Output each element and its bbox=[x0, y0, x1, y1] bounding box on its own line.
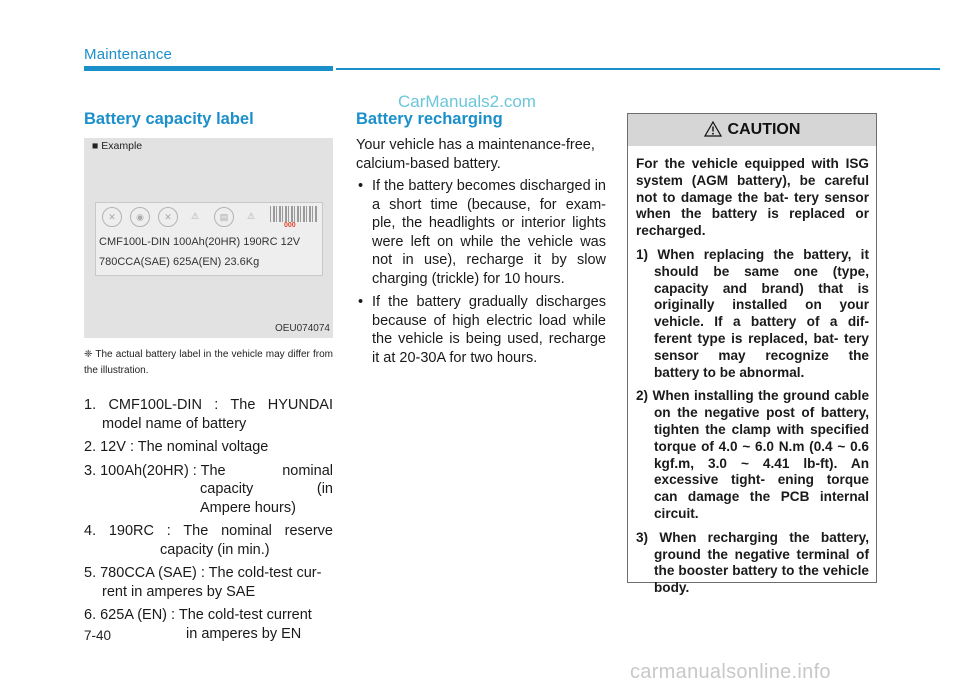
figure-note bbox=[84, 347, 333, 379]
list-item-3-cont-b: (in bbox=[316, 481, 333, 497]
list-item-3-cont-a: capacity bbox=[200, 481, 254, 497]
header-rule-thick bbox=[84, 66, 333, 71]
keep-away-children-icon: ✕ bbox=[158, 207, 178, 227]
list-item-4-cont: capacity (in min.) bbox=[160, 541, 270, 558]
section-header: Maintenance bbox=[84, 46, 173, 63]
capacity-heading: Battery capacity label bbox=[84, 110, 254, 128]
list-item-3-cont bbox=[84, 480, 333, 499]
recharge-body bbox=[356, 136, 606, 372]
list-item-3-head: 3. 100Ah(20HR) : The bbox=[84, 462, 226, 479]
caution-header bbox=[628, 114, 876, 146]
caution-item-1: 1) When replacing the battery, it should be same one (type, capacity and brand) that is originally installed on your vehicle. If a battery of a dif- ferent type is replaced, bat- tery sensor may recognize the battery to be abnormal. bbox=[636, 246, 869, 380]
watermark-top: CarManuals2.com bbox=[398, 92, 536, 111]
list-item-6: 6. 625A (EN) : The cold-test current bbox=[84, 607, 312, 623]
plate-text-line-2: 780CCA(SAE) 625A(EN) 23.6Kg bbox=[99, 256, 260, 268]
note-mark-icon: ❈ bbox=[84, 349, 93, 360]
read-manual-icon: ▤ bbox=[214, 207, 234, 227]
list-item-5-cont: rent in amperes by SAE bbox=[102, 583, 256, 600]
eye-protection-icon: ◉ bbox=[130, 207, 150, 227]
list-item-6-cont: in amperes by EN bbox=[186, 625, 302, 642]
list-item-1-head: 1. CMF100L-DIN : The HYUNDAI bbox=[84, 397, 333, 413]
caution-item-3: 3) When recharging the battery, ground the negative terminal of the booster battery to the vehicle body. bbox=[636, 529, 869, 596]
list-item-3-cont2: Ampere hours) bbox=[200, 499, 296, 516]
recharge-bullet-1-text: If the battery becomes discharged in a short time (because, for exam- ple, the headlights or interior lights were left on while the vehicle was not in use), recharge it by slow charging (trickle) for 10 hours. bbox=[372, 178, 606, 287]
battery-label-figure bbox=[84, 138, 333, 338]
recharge-bullet-1 bbox=[356, 177, 606, 288]
watermark-bottom: carmanualsonline.info bbox=[630, 661, 831, 683]
plate-text-line-1: CMF100L-DIN 100Ah(20HR) 190RC 12V bbox=[99, 236, 301, 248]
warning-triangle-icon bbox=[704, 121, 722, 137]
recharge-bullet-2-text: If the battery gradually discharges because of high electric load while the vehicle is being used, recharge it at 20-30A for two hours. bbox=[372, 294, 606, 366]
bullet-icon: • bbox=[358, 178, 364, 194]
list-item-5: 5. 780CCA (SAE) : The cold-test cur- bbox=[84, 565, 322, 581]
list-item-4: 4. 190RC : The nominal reserve bbox=[84, 523, 333, 539]
caution-box bbox=[627, 113, 877, 596]
battery-label-plate bbox=[95, 202, 323, 276]
barcode-number: 000 bbox=[284, 222, 296, 229]
barcode-icon bbox=[270, 206, 318, 222]
caution-intro: For the vehicle equipped with ISG system (AGM battery), be careful not to damage the bat- tery sensor when the battery is replaced or recharged. bbox=[636, 156, 869, 239]
list-item-3-tail: nominal bbox=[282, 462, 333, 479]
header-rule-thin bbox=[336, 68, 940, 70]
list-item-2: 2. 12V : The nominal voltage bbox=[84, 439, 269, 455]
figure-note-text: The actual battery label in the vehicle may differ from the illustration. bbox=[84, 349, 333, 376]
explosive-gas-icon: ⚠ bbox=[246, 211, 256, 221]
list-item-3 bbox=[84, 462, 333, 481]
bullet-icon: • bbox=[358, 294, 364, 310]
page-number: 7-40 bbox=[84, 628, 112, 643]
caution-body bbox=[636, 156, 869, 604]
caution-item-2: 2) When installing the ground cable on the negative post of battery, tighten the clamp with specified torque of 4.0 ~ 6.0 N.m (0.4 ~ 0.6 kgf.m, 3.0 ~ 4.41 lb-ft). An excessive tight- ening torque can damage the PCB internal circuit. bbox=[636, 388, 869, 521]
no-flame-icon: ✕ bbox=[102, 207, 122, 227]
recharge-bullet-2 bbox=[356, 293, 606, 367]
figure-code: OEU074074 bbox=[274, 323, 330, 334]
recharge-heading: Battery recharging bbox=[356, 110, 503, 128]
acid-warning-icon: ⚠ bbox=[190, 211, 200, 221]
list-item-1 bbox=[84, 396, 333, 415]
recharge-intro: Your vehicle has a maintenance-free, calcium-based battery. bbox=[356, 137, 595, 172]
capacity-list bbox=[84, 396, 333, 643]
caution-title: CAUTION bbox=[727, 121, 801, 138]
recharge-bullets bbox=[356, 177, 606, 367]
example-label: ■ Example bbox=[92, 140, 143, 152]
list-item-1-cont: model name of battery bbox=[102, 415, 247, 432]
